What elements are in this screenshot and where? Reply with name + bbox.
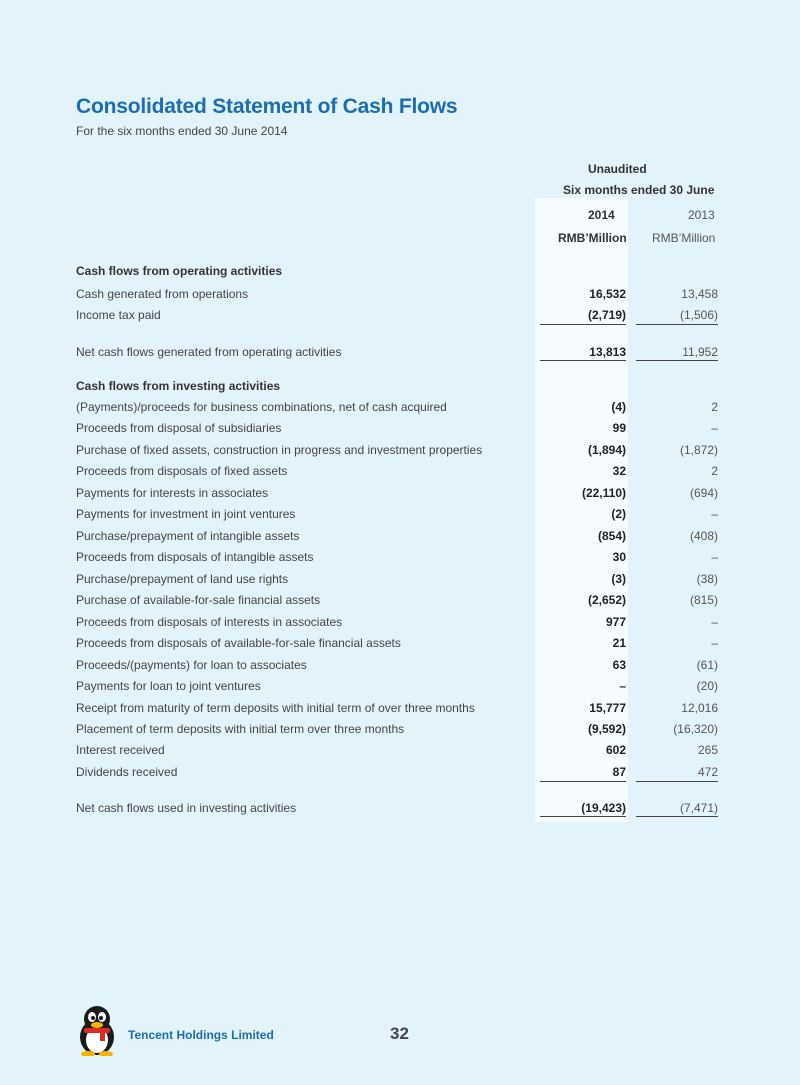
value-2014: 16,532 [589,287,626,301]
row-label: Proceeds from disposal of subsidiaries [76,421,282,435]
table-row [76,634,726,652]
value-2014: 99 [612,421,626,435]
row-label: Payments for interests in associates [76,486,269,500]
value-2014: (2,719) [587,308,626,322]
value-2014: 63 [612,658,626,672]
value-2013: 12,016 [681,701,718,715]
table-row [76,699,726,717]
year-2013-header: 2013 [688,208,715,222]
subtotal-rule [636,781,718,782]
unit-2013-header: RMB’Million [652,231,716,245]
table-row [76,570,726,588]
table-row [76,505,726,523]
row-label: Income tax paid [76,308,161,322]
subtotal-rule [540,781,626,782]
value-2014: – [619,679,626,693]
value-2013: – [711,421,718,435]
total-rule [636,360,718,361]
table-row [76,741,726,759]
value-2014: (2,652) [587,593,626,607]
value-2013: 2 [711,400,718,414]
row-label: Purchase/prepayment of land use rights [76,572,289,586]
value-2014: (854) [597,529,626,543]
value-2013: (1,872) [679,443,718,457]
value-2013: – [711,615,718,629]
table-row [76,656,726,674]
page-number: 32 [390,1024,409,1043]
penguin-logo-icon [74,1004,120,1056]
value-2014: (3) [611,572,626,586]
row-label: Proceeds/(payments) for loan to associates [76,658,307,672]
subtotal-rule [636,324,718,325]
table-row [76,548,726,566]
table-row [76,591,726,609]
table-row [76,763,726,781]
table-row [76,306,726,324]
unaudited-header: Unaudited [588,162,647,176]
value-2014: (9,592) [587,722,626,736]
value-2014: (22,110) [581,486,626,500]
section-heading-row [76,377,726,395]
table-row [76,462,726,480]
row-label: Receipt from maturity of term deposits with initial term of over three months [76,701,475,715]
page-subtitle: For the six months ended 30 June 2014 [76,124,288,138]
value-2013: 11,952 [682,345,718,359]
page-title: Consolidated Statement of Cash Flows [76,95,458,118]
table-row [76,285,726,303]
table-row [76,484,726,502]
row-label: Net cash flows used in investing activities [76,801,297,815]
value-2013: (694) [689,486,718,500]
year-2014-header: 2014 [588,208,615,222]
value-2014: 15,777 [589,701,626,715]
total-rule [540,816,626,817]
period-header: Six months ended 30 June [563,183,715,197]
value-2013: (16,320) [673,722,718,736]
value-2013: – [711,507,718,521]
row-label: Cash generated from operations [76,287,249,301]
value-2013: – [711,550,718,564]
value-2013: (7,471) [679,801,718,815]
row-label: Payments for investment in joint ventures [76,507,296,521]
value-2014: (19,423) [581,801,626,815]
value-2014: (2) [611,507,626,521]
table-row [76,419,726,437]
value-2014: 21 [612,636,626,650]
value-2014: (1,894) [587,443,626,457]
value-2013: (815) [689,593,718,607]
row-label: Cash flows from investing activities [76,379,281,393]
total-rule [540,360,626,361]
table-row [76,343,726,361]
row-label: Purchase of fixed assets, construction in progress and investment properties [76,443,483,457]
table-row [76,527,726,545]
row-label: Interest received [76,743,165,757]
value-2013: (38) [696,572,718,586]
value-2014: 602 [605,743,626,757]
row-label: Proceeds from disposals of available-for-sale financial assets [76,636,401,650]
value-2013: (1,506) [679,308,718,322]
value-2014: 87 [612,765,626,779]
row-label: Cash flows from operating activities [76,264,283,278]
value-2013: (20) [696,679,718,693]
table-row [76,799,726,817]
value-2014: 13,813 [589,345,626,359]
table-row [76,441,726,459]
value-2014: 32 [612,464,626,478]
section-heading-row [76,262,726,280]
row-label: (Payments)/proceeds for business combinations, net of cash acquired [76,400,447,414]
row-label: Proceeds from disposals of intangible assets [76,550,314,564]
table-row [76,677,726,695]
table-row [76,720,726,738]
total-rule [636,816,718,817]
value-2014: (4) [611,400,626,414]
subtotal-rule [540,324,626,325]
row-label: Dividends received [76,765,178,779]
row-label: Purchase/prepayment of intangible assets [76,529,300,543]
row-label: Placement of term deposits with initial term over three months [76,722,405,736]
value-2013: (61) [696,658,718,672]
row-label: Payments for loan to joint ventures [76,679,261,693]
value-2014: 30 [612,550,626,564]
row-label: Purchase of available-for-sale financial assets [76,593,321,607]
value-2013: 13,458 [681,287,718,301]
value-2013: 2 [711,464,718,478]
row-label: Net cash flows generated from operating activities [76,345,342,359]
unit-2014-header: RMB’Million [558,231,627,245]
value-2013: (408) [689,529,718,543]
value-2013: 472 [697,765,718,779]
row-label: Proceeds from disposals of fixed assets [76,464,288,478]
company-name: Tencent Holdings Limited [128,1028,274,1042]
value-2013: – [711,636,718,650]
value-2014: 977 [605,615,626,629]
value-2013: 265 [697,743,718,757]
table-row [76,613,726,631]
row-label: Proceeds from disposals of interests in associates [76,615,343,629]
table-row [76,398,726,416]
